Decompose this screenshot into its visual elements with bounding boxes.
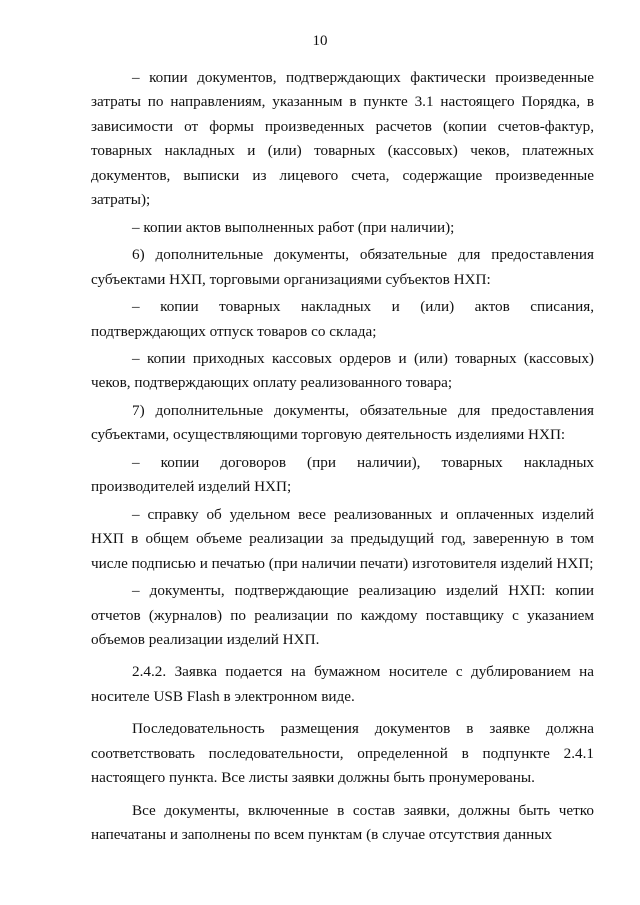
paragraph-order-of-documents: Последовательность размещения документов в заявке должна соответствовать последовательности, определенной в подпункте 2.4.1 настоящего пункта. Все листы заявки должны быть пронумерованы.	[91, 720, 594, 787]
paragraph-cash-orders: – копии приходных кассовых ордеров и (или) товарных (кассовых) чеков, подтверждающих оплату реализованного товара;	[91, 349, 594, 392]
document-body	[91, 66, 594, 848]
paragraph-item-7: 7) дополнительные документы, обязательные для предоставления субъектами, осуществляющими торговую деятельность изделиями НХП:	[91, 401, 594, 444]
paragraph-contracts: – копии договоров (при наличии), товарных накладных производителей изделий НХП;	[91, 453, 594, 496]
paragraph-work-acts: – копии актов выполненных работ (при наличии);	[132, 218, 455, 236]
paragraph-sales-reports: – документы, подтверждающие реализацию изделий НХП: копии отчетов (журналов) по реализации по каждому поставщику с указанием объемов реализации изделий НХП.	[91, 582, 594, 648]
paragraph-cost-documents: – копии документов, подтверждающих фактически произведенные затраты по направлениям, указанным в пункте 3.1 настоящего Порядка, в зависимости от формы произведенных расчетов (копии счетов-фактур, товарных накладных и (или) товарных (кассовых) чеков, платежных документов, выписки из лицевого счета, содержащие произведенные затраты);	[91, 69, 594, 209]
paragraph-share-certificate: – справку об удельном весе реализованных и оплаченных изделий НХП в общем объеме реализации за предыдущий год, заверенную в том числе подписью и печатью (при наличии печати) изготовителя изделий НХП;	[91, 505, 594, 572]
page-number: 10	[312, 33, 328, 49]
paragraph-document-requirements: Все документы, включенные в состав заявки, должны быть четко напечатаны и заполнены по всем пунктам (в случае отсутствия данных	[91, 801, 594, 844]
paragraph-waybills: – копии товарных накладных и (или) актов списания, подтверждающих отпуск товаров со склада;	[91, 298, 594, 340]
paragraph-item-6: 6) дополнительные документы, обязательные для предоставления субъектами НХП, торговыми организациями субъектов НХП:	[91, 246, 594, 288]
paragraph-2-4-2: 2.4.2. Заявка подается на бумажном носителе с дублированием на носителе USB Flash в электронном виде.	[91, 663, 594, 705]
